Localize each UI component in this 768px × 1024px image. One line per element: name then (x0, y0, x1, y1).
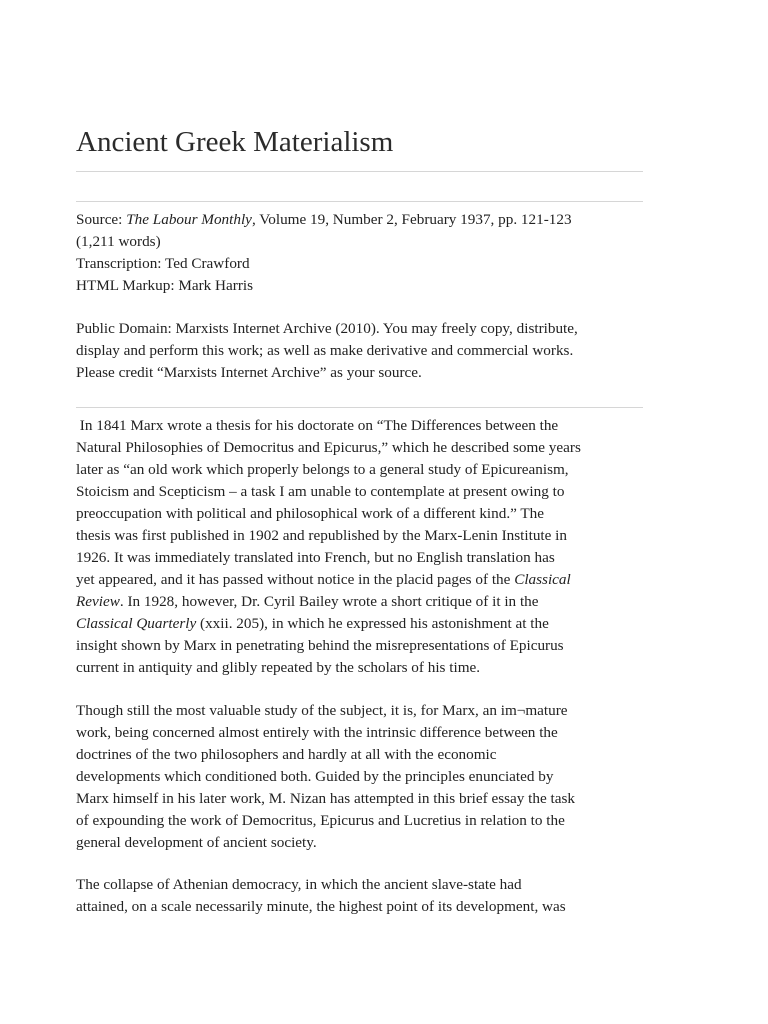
line-text: . In 1928, however, Dr. Cyril Bailey wrote a short critique of it in the (119, 593, 539, 610)
public-domain-line: Please credit “Marxists Internet Archive” as your source. (76, 364, 422, 381)
public-domain-line: Public Domain: Marxists Internet Archive (2010). You may freely copy, distribute, (76, 320, 578, 337)
public-domain-line: display and perform this work; as well as make derivative and commercial works. (76, 342, 574, 359)
line-text: yet appeared, and it has passed without notice in the placid pages of the (76, 571, 515, 588)
source-line (76, 209, 656, 231)
paragraph-line: 1926. It was immediately translated into French, but no English translation has (76, 549, 555, 566)
paragraph-line: general development of ancient society. (76, 834, 317, 851)
paragraph-line: current in antiquity and glibly repeated by the scholars of his time. (76, 659, 481, 676)
line-text: (xxii. 205), in which he expressed his astonishment at the (196, 615, 549, 632)
paragraph-line: doctrines of the two philosophers and hardly at all with the economic (76, 746, 497, 763)
paragraph-line: preoccupation with political and philosophical work of a different kind.” The (76, 505, 545, 522)
paragraph-line: attained, on a scale necessarily minute, the highest point of its development, was (76, 898, 566, 915)
page-title: Ancient Greek Materialism (76, 126, 394, 158)
paragraph-line: Marx himself in his later work, M. Nizan has attempted in this brief essay the task (76, 790, 575, 807)
journal-title: Classical (514, 571, 571, 588)
word-count: (1,211 words) (76, 233, 161, 250)
paragraph-line: Though still the most valuable study of the subject, it is, for Marx, an im¬mature (76, 702, 568, 719)
paragraph-line: insight shown by Marx in penetrating behind the misrepresentations of Epicurus (76, 637, 564, 654)
paragraph-line: The collapse of Athenian democracy, in which the ancient slave-state had (76, 876, 522, 893)
paragraph-line: In 1841 Marx wrote a thesis for his doctorate on “The Differences between the (76, 417, 559, 434)
paragraph-line (76, 613, 656, 635)
public-domain-notice (76, 318, 656, 384)
source-info (76, 209, 656, 297)
transcription-credit: Transcription: Ted Crawford (76, 255, 250, 272)
paragraph-line: later as “an old work which properly belongs to a general study of Epicureanism, (76, 461, 569, 478)
paragraph-line: work, being concerned almost entirely with the intrinsic difference between the (76, 724, 558, 741)
markup-credit: HTML Markup: Mark Harris (76, 277, 254, 294)
paragraph-line: Stoicism and Scepticism – a task I am unable to contemplate at present owing to (76, 483, 565, 500)
paragraph-line (76, 591, 656, 613)
paragraph-line: Natural Philosophies of Democritus and Epicurus,” which he described some years (76, 439, 581, 456)
journal-title: Classical Quarterly (76, 615, 197, 632)
meta-top-divider (76, 201, 643, 202)
source-details: , Volume 19, Number 2, February 1937, pp. 121-123 (251, 211, 572, 228)
body-paragraph-3 (76, 874, 656, 918)
title-divider (76, 171, 643, 172)
source-label: Source: (76, 211, 127, 228)
meta-bottom-divider (76, 407, 643, 408)
source-publication: The Labour Monthly (126, 211, 252, 228)
paragraph-line: of expounding the work of Democritus, Epicurus and Lucretius in relation to the (76, 812, 565, 829)
paragraph-line (76, 569, 656, 591)
journal-title: Review (76, 593, 120, 610)
body-paragraph-1 (76, 415, 656, 679)
paragraph-line: developments which conditioned both. Guided by the principles enunciated by (76, 768, 554, 785)
paragraph-line: thesis was first published in 1902 and republished by the Marx-Lenin Institute in (76, 527, 567, 544)
body-paragraph-2 (76, 700, 656, 854)
